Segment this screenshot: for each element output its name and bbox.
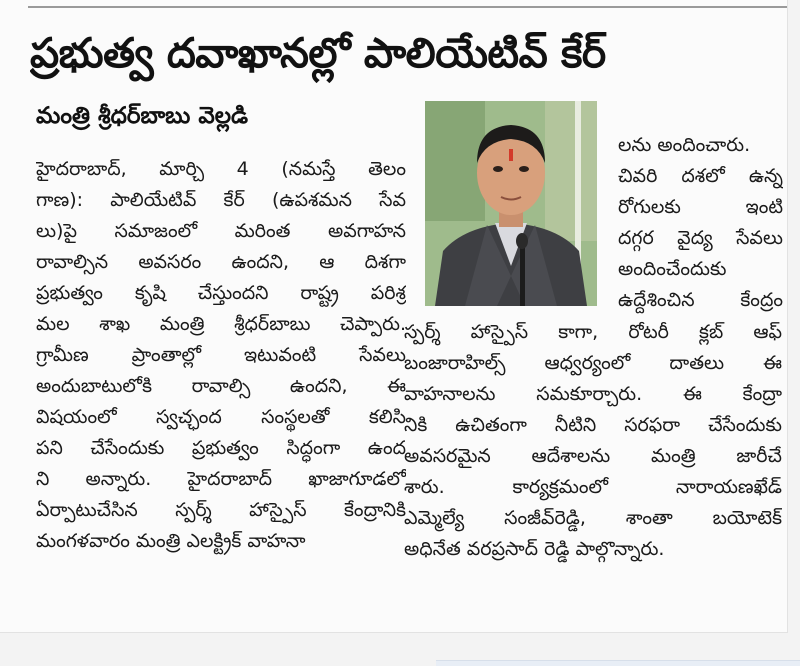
text-line: అధినేత వరప్రసాద్ రెడ్డి పాల్గొన్నారు. bbox=[404, 538, 665, 560]
text-line: ఉద్దేశించిన కేంద్రం bbox=[618, 289, 783, 311]
text-line: ప్రభుత్వం కృషి చేస్తుందని రాష్ట్ర పరిశ్ర bbox=[36, 282, 406, 304]
top-rule bbox=[28, 6, 788, 8]
text-line: నికి ఉచితంగా నీటిని సరఫరా చేసేందుకు bbox=[404, 414, 782, 436]
text-line: రావాల్సిన అవసరం ఉందని, ఆ దిశగా bbox=[36, 251, 406, 273]
text-line: ని అన్నారు. హైదరాబాద్ ఖాజాగూడలో bbox=[36, 468, 406, 490]
text-line: లు)పై సమాజంలో మరింత అవగాహన bbox=[36, 220, 406, 242]
text-line: గాణ): పాలియేటివ్ కేర్ (ఉపశమన సేవ bbox=[36, 189, 406, 211]
text-line: గ్రామీణ ప్రాంతాల్లో ఇటువంటి సేవలు bbox=[36, 344, 406, 366]
text-line: శారు. కార్యక్రమంలో నారాయణఖేడ్ bbox=[404, 476, 782, 498]
headline: ప్రభుత్వ దవాఖానల్లో పాలియేటివ్ కేర్ bbox=[30, 29, 606, 77]
text-line: మంగళవారం మంత్రి ఎలక్ట్రిక్ వాహనా bbox=[36, 530, 306, 552]
text-line: అందించేందుకు bbox=[618, 258, 727, 280]
text-line: విషయంలో స్వచ్ఛంద సంస్థలతో కలిసి bbox=[36, 406, 406, 428]
text-line: బంజారాహిల్స్ ఆధ్వర్యంలో దాతలు ఈ bbox=[404, 352, 782, 374]
text-line: చివరి దశలో ఉన్న bbox=[618, 165, 783, 187]
text-line: లను అందించారు. bbox=[618, 134, 751, 156]
text-line: పని చేసేందుకు ప్రభుత్వం సిద్ధంగా ఉంద bbox=[36, 437, 406, 459]
text-line: అవసరమైన ఆదేశాలను మంత్రి జారీచే bbox=[404, 445, 782, 467]
lower-column bbox=[404, 317, 782, 565]
minister-photo bbox=[425, 101, 597, 306]
text-line: ఎమ్మెల్యే సంజీవ్‌రెడ్డి, శాంతా బయోటెక్ bbox=[404, 507, 782, 529]
text-line: వాహనాలను సమకూర్చారు. ఈ కేంద్రా bbox=[404, 383, 782, 405]
bottom-strip bbox=[436, 660, 800, 666]
text-line: రోగులకు ఇంటి bbox=[618, 196, 783, 218]
left-column bbox=[36, 154, 406, 557]
text-line: హైదరాబాద్, మార్చి 4 (నమస్తే తెలం bbox=[36, 158, 406, 180]
portrait-illustration bbox=[425, 101, 597, 306]
subhead: మంత్రి శ్రీధర్‌బాబు వెల్లడి bbox=[36, 103, 249, 129]
text-line: దగ్గర వైద్య సేవలు bbox=[618, 227, 783, 249]
right-column bbox=[618, 130, 783, 316]
text-line: ఏర్పాటుచేసిన స్పర్శ్ హాస్పైస్ కేంద్రానికి bbox=[36, 499, 406, 521]
text-line: అందుబాటులోకి రావాల్సి ఉందని, ఈ bbox=[36, 375, 406, 397]
text-line: స్పర్శ్ హాస్పైస్ కాగా, రోటరీ క్లబ్ ఆఫ్ bbox=[404, 321, 782, 343]
text-line: మల శాఖ మంత్రి శ్రీధర్‌బాబు చెప్పారు. bbox=[36, 313, 406, 335]
